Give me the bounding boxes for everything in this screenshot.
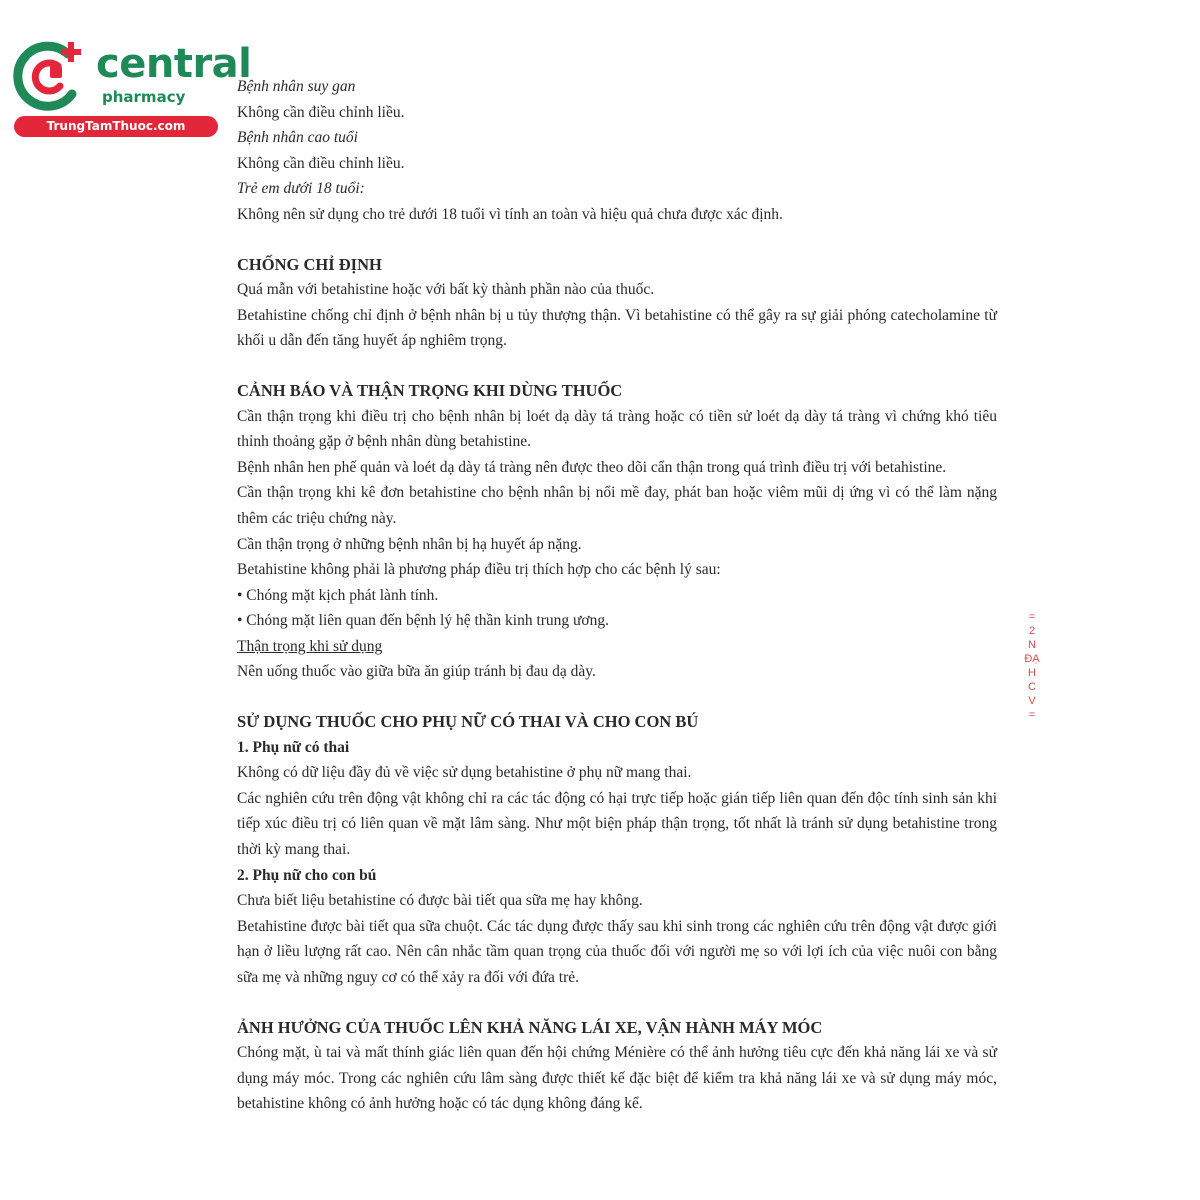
website-banner: TrungTamThuoc.com xyxy=(14,116,218,137)
paragraph: Cần thận trọng khi điều trị cho bệnh nhân bị loét dạ dày tá tràng hoặc có tiền sử loét dạ dày tá tràng vì chứng khó tiêu thỉnh thoảng gặp ở bệnh nhân dùng betahistine. xyxy=(237,407,997,451)
paragraph: • Chóng mặt kịch phát lành tính. xyxy=(237,586,439,604)
paragraph: Không cần điều chỉnh liều. xyxy=(237,154,405,172)
central-logo-icon xyxy=(10,38,90,112)
stamp-fragment: C xyxy=(1028,681,1036,693)
paragraph: Quá mẫn với betahistine hoặc với bất kỳ thành phần nào của thuốc. xyxy=(237,281,655,299)
paragraph: Cần thận trọng ở những bệnh nhân bị hạ huyết áp nặng. xyxy=(237,535,582,553)
stamp-fragment: N xyxy=(1028,639,1036,651)
stamp-fragment: 2 xyxy=(1028,625,1036,637)
section-heading: CẢNH BÁO VÀ THẬN TRỌNG KHI DÙNG THUỐC xyxy=(237,380,623,400)
margin-stamp xyxy=(1024,610,1040,722)
stamp-fragment: V xyxy=(1028,695,1036,707)
paragraph: Không cần điều chỉnh liều. xyxy=(237,103,405,121)
subheading-italic: Trẻ em dưới 18 tuổi: xyxy=(237,180,365,198)
paragraph: Bệnh nhân hen phế quản và loét dạ dày tá tràng nên được theo dõi cẩn thận trong quá trình điều trị với betahistine. xyxy=(237,458,947,476)
subheading: 2. Phụ nữ cho con bú xyxy=(237,866,377,884)
paragraph: Cần thận trọng khi kê đơn betahistine cho bệnh nhân bị nổi mề đay, phát ban hoặc viêm mũi dị ứng vì có thể làm nặng thêm các triệu chứng này. xyxy=(237,484,997,527)
subheading: 1. Phụ nữ có thai xyxy=(237,738,350,756)
paragraph: Chưa biết liệu betahistine có được bài tiết qua sữa mẹ hay không. xyxy=(237,892,643,910)
paragraph: Không có dữ liệu đầy đủ về việc sử dụng betahistine ở phụ nữ mang thai. xyxy=(237,764,692,782)
paragraph: • Chóng mặt liên quan đến bệnh lý hệ thần kinh trung ương. xyxy=(237,612,610,630)
leaflet-document xyxy=(237,74,997,1117)
paragraph: Betahistine không phải là phương pháp điều trị thích hợp cho các bệnh lý sau: xyxy=(237,561,721,579)
subheading-italic: Bệnh nhân cao tuổi xyxy=(237,129,358,147)
brand-subtitle: pharmacy xyxy=(102,88,186,106)
paragraph: Betahistine được bài tiết qua sữa chuột. Các tác dụng được thấy sau khi sinh trong các nghiên cứu trên động vật được giới hạn ở liều lượng rất cao. Nên cân nhắc tầm quan trọng của thuốc đối với người mẹ so với lợi ích của việc nuôi con bằng sữa mẹ và những nguy cơ có thể xảy ra đối với đứa trẻ. xyxy=(237,917,997,986)
section-heading: ẢNH HƯỞNG CỦA THUỐC LÊN KHẢ NĂNG LÁI XE, VẬN HÀNH MÁY MÓC xyxy=(237,1017,823,1037)
central-pharmacy-logo xyxy=(10,34,252,138)
subheading-italic: Bệnh nhân suy gan xyxy=(237,78,356,95)
subheading-underlined: Thận trọng khi sử dụng xyxy=(237,637,383,655)
section-heading: SỬ DỤNG THUỐC CHO PHỤ NỮ CÓ THAI VÀ CHO CON BÚ xyxy=(237,712,699,732)
section-heading: CHỐNG CHỈ ĐỊNH xyxy=(237,254,382,274)
stamp-fragment: = xyxy=(1028,709,1036,721)
stamp-fragment: ĐẠ xyxy=(1024,653,1040,665)
paragraph: Các nghiên cứu trên động vật không chỉ ra các tác động có hại trực tiếp hoặc gián tiếp liên quan đến độc tính sinh sản khi tiếp xúc điều trị có liên quan về mặt lâm sàng. Như một biện pháp thận trọng, tốt nhất là tránh sử dụng betahistine trong thời kỳ mang thai. xyxy=(237,789,997,859)
stamp-fragment: H xyxy=(1028,667,1036,679)
brand-name: central xyxy=(96,41,252,87)
paragraph: Betahistine chống chỉ định ở bệnh nhân bị u tủy thượng thận. Vì betahistine có thể gây ra sự giải phóng catecholamine từ khối u dẫn đến tăng huyết áp nghiêm trọng. xyxy=(237,306,997,350)
paragraph: Nên uống thuốc vào giữa bữa ăn giúp tránh bị đau dạ dày. xyxy=(237,663,596,681)
paragraph: Chóng mặt, ù tai và mất thính giác liên quan đến hội chứng Ménière có thể ảnh hưởng tiêu cực đến khả năng lái xe và sử dụng máy móc. Trong các nghiên cứu lâm sàng được thiết kế đặc biệt để kiểm tra khả năng lái xe và sử dụng máy móc, betahistine không có ảnh hưởng hoặc có tác dụng không đáng kể. xyxy=(237,1044,997,1113)
paragraph: Không nên sử dụng cho trẻ dưới 18 tuổi vì tính an toàn và hiệu quả chưa được xác định. xyxy=(237,205,783,223)
stamp-fragment: = xyxy=(1028,611,1036,623)
